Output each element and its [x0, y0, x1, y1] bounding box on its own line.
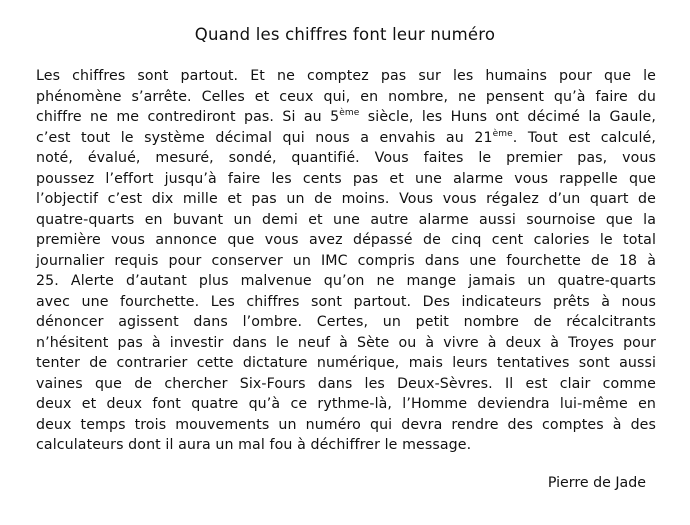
document-title: Quand les chiffres font leur numéro — [194, 25, 496, 44]
body-line-3 — [36, 107, 656, 128]
body-line-12: avec une fourchette. Les chiffres sont partout. Des indicateurs prêts à nous — [36, 293, 656, 310]
body-line-7: l’objectif c’est dix mille et pas un de moins. Vous vous régalez d’un quart de — [36, 191, 656, 207]
superscript-eme: ème — [339, 108, 360, 118]
body-line-13: dénoncer agissent dans l’ombre. Certes, un petit nombre de récalcitrants — [36, 314, 656, 330]
body-line-5: noté, évalué, mesuré, sondé, quantifié. Vous faites le premier pas, vous — [36, 150, 656, 166]
author-signature: Pierre de Jade — [547, 475, 646, 491]
body-line-4-after: . Tout est calculé, — [512, 129, 656, 146]
body-line-17: deux et deux font quatre qu’à ce rythme-là, l’Homme deviendra lui-même en — [36, 396, 656, 412]
body-line-15: tenter de contrarier cette dictature numérique, mais leurs tentatives sont aussi — [36, 355, 656, 371]
body-line-14: n’hésitent pas à investir dans le neuf à Sète ou à vivre à deux à Troyes pour — [36, 334, 656, 351]
body-line-4 — [36, 128, 656, 149]
body-line-1: Les chiffres sont partout. Et ne comptez pas sur les humains pour que le — [36, 68, 656, 84]
body-line-2: phénomène s’arrête. Celles et ceux qui, en nombre, ne pensent qu’à faire du — [36, 88, 656, 105]
body-line-3-before: chiffre ne me contrediront pas. Si au 5 — [36, 109, 340, 125]
body-line-16: vaines que de chercher Six-Fours dans les Deux-Sèvres. Il est clair comme — [36, 375, 656, 392]
body-line-4-before: c’est tout le système décimal qui nous a envahis au 21 — [36, 129, 493, 146]
body-line-6: poussez l’effort jusqu’à faire les cents pas et une alarme vous rappelle que — [36, 170, 656, 187]
body-line-10: journalier requis pour conserver un IMC compris dans une fourchette de 18 à — [36, 252, 656, 269]
body-line-8: quatre-quarts en buvant un demi et une autre alarme aussi sournoise que la — [36, 211, 656, 228]
body-line-18: deux temps trois mouvements un numéro qui devra rendre des comptes à des — [36, 416, 656, 433]
body-line-19: calculateurs dont il aura un mal fou à déchiffrer le message. — [36, 437, 472, 453]
document-body — [36, 66, 656, 456]
body-line-9: première vous annonce que vous avez dépassé de cinq cent calories le total — [36, 232, 656, 248]
body-line-11: 25. Alerte d’autant plus malvenue qu’on ne mange jamais un quatre-quarts — [36, 273, 656, 289]
superscript-eme: ème — [492, 128, 513, 139]
body-line-3-after: siècle, les Huns ont décimé la Gaule, — [359, 109, 656, 125]
